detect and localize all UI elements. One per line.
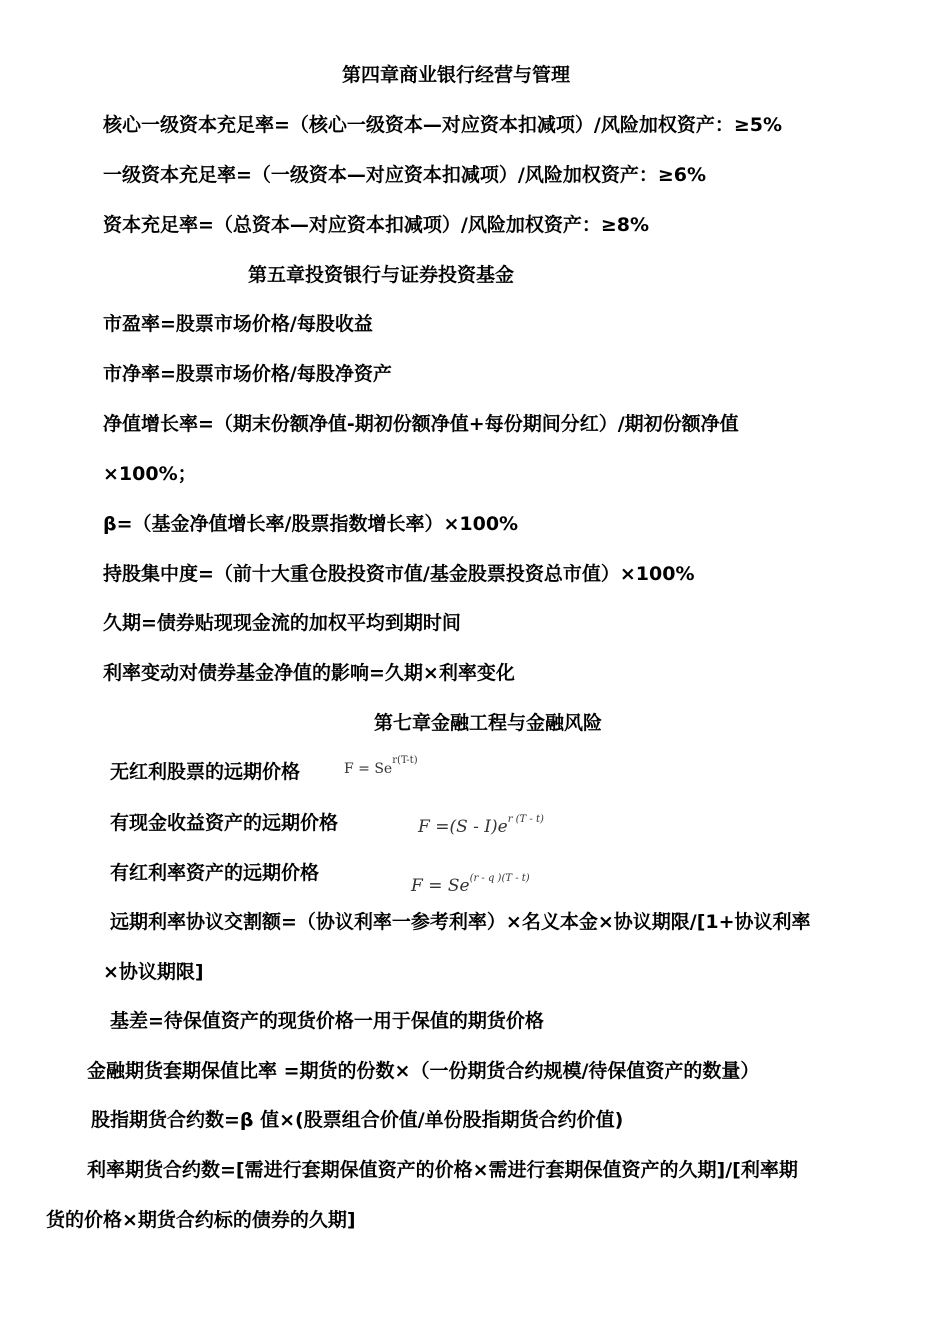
- concentration-text: 持股集中度=（前十大重仓股投资市值/基金股票投资总市值）×100%: [103, 563, 695, 585]
- rate-futures-count-text: 利率期货合约数=[需进行套期保值资产的价格×需进行套期保值资产的久期]/[利率期: [87, 1159, 798, 1181]
- fra-settlement-text-cont: ×协议期限]: [103, 961, 204, 983]
- forward-price-dividend-yield-text: 有红利率资产的远期价格: [110, 862, 320, 884]
- rate-impact-text: 利率变动对债券基金净值的影响=久期×利率变化: [103, 662, 515, 684]
- formula-2-exponent: r (T - t): [507, 814, 544, 825]
- hedge-ratio-text: 金融期货套期保值比率 =期货的份数×（一份期货合约规模/待保值资产的数量）: [87, 1060, 760, 1082]
- formula-1-base: F = Se: [344, 761, 393, 777]
- forward-price-cash-income-text: 有现金收益资产的远期价格: [110, 812, 339, 834]
- duration-text: 久期=债券贴现现金流的加权平均到期时间: [103, 612, 461, 634]
- pe-ratio-text: 市盈率=股票市场价格/每股收益: [103, 313, 373, 335]
- index-futures-count-text: 股指期货合约数=β 值×(股票组合价值/单份股指期货合约价值): [91, 1109, 624, 1131]
- forward-price-no-dividend-text: 无红利股票的远期价格: [110, 761, 301, 783]
- basis-text: 基差=待保值资产的现货价格一用于保值的期货价格: [110, 1010, 544, 1032]
- chapter-7-title: 第七章金融工程与金融风险: [374, 712, 603, 734]
- nav-growth-text-cont: ×100%；: [103, 463, 197, 485]
- formula-2-base: F =(S - I)e: [418, 817, 508, 837]
- formula-3-base: F = Se: [411, 876, 470, 896]
- nav-growth-text: 净值增长率=（期末份额净值-期初份额净值+每份期间分红）/期初份额净值: [103, 413, 739, 435]
- rate-futures-count-text-cont: 货的价格×期货合约标的债券的久期]: [46, 1209, 356, 1231]
- chapter-4-title: 第四章商业银行经营与管理: [342, 64, 571, 86]
- core-tier1-ratio-text: 核心一级资本充足率=（核心一级资本—对应资本扣减项）/风险加权资产：≥5%: [103, 114, 783, 136]
- formula-3-exponent: (r - q )(T - t): [469, 873, 530, 884]
- forward-price-formula-2: [418, 815, 544, 836]
- forward-price-formula-3: [411, 874, 530, 895]
- capital-ratio-text: 资本充足率=（总资本—对应资本扣减项）/风险加权资产：≥8%: [103, 214, 650, 236]
- forward-price-formula-1: [344, 756, 418, 776]
- fra-settlement-text: 远期利率协议交割额=（协议利率一参考利率）×名义本金×协议期限/[1+协议利率: [110, 911, 811, 933]
- pb-ratio-text: 市净率=股票市场价格/每股净资产: [103, 363, 392, 385]
- beta-text: β=（基金净值增长率/股票指数增长率）×100%: [103, 513, 519, 535]
- tier1-ratio-text: 一级资本充足率=（一级资本—对应资本扣减项）/风险加权资产：≥6%: [103, 164, 707, 186]
- chapter-5-title: 第五章投资银行与证券投资基金: [248, 264, 515, 286]
- formula-1-exponent: r(T-t): [392, 755, 418, 766]
